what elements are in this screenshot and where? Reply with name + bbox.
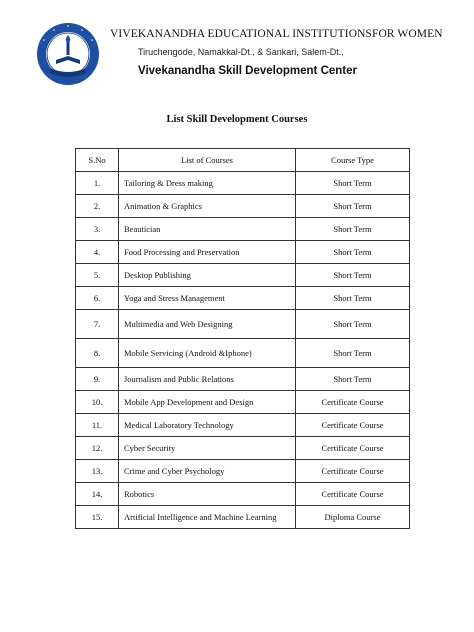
institution-name: VIVEKANANDHA EDUCATIONAL INSTITUTIONSFOR WOMEN — [110, 28, 443, 40]
cell-type: Certificate Course — [296, 460, 410, 483]
cell-course: Mobile App Development and Design — [119, 391, 296, 414]
cell-course: Yoga and Stress Management — [119, 287, 296, 310]
table-row — [76, 506, 410, 529]
table-row — [76, 483, 410, 506]
table-row — [76, 339, 410, 368]
table-row — [76, 218, 410, 241]
cell-sno: 9. — [76, 368, 119, 391]
table-row — [76, 287, 410, 310]
cell-type: Short Term — [296, 172, 410, 195]
cell-course: Animation & Graphics — [119, 195, 296, 218]
cell-sno: 7. — [76, 310, 119, 339]
cell-course: Mobile Servicing (Android &Iphone) — [119, 339, 296, 368]
cell-type: Short Term — [296, 339, 410, 368]
cell-type: Short Term — [296, 368, 410, 391]
table-row — [76, 460, 410, 483]
table-row — [76, 437, 410, 460]
cell-type: Short Term — [296, 195, 410, 218]
cell-type: Short Term — [296, 218, 410, 241]
column-header-sno: S.No — [76, 149, 119, 172]
cell-course: Artificial Intelligence and Machine Learning — [119, 506, 296, 529]
table-row — [76, 391, 410, 414]
table-header-row — [76, 149, 410, 172]
cell-sno: 13. — [76, 460, 119, 483]
cell-type: Certificate Course — [296, 414, 410, 437]
cell-course: Tailoring & Dress making — [119, 172, 296, 195]
cell-course: Food Processing and Preservation — [119, 241, 296, 264]
cell-type: Diploma Course — [296, 506, 410, 529]
table-row — [76, 414, 410, 437]
cell-type: Short Term — [296, 287, 410, 310]
cell-course: Desktop Publishing — [119, 264, 296, 287]
cell-sno: 6. — [76, 287, 119, 310]
cell-sno: 12. — [76, 437, 119, 460]
cell-sno: 4. — [76, 241, 119, 264]
cell-course: Journalism and Public Relations — [119, 368, 296, 391]
page-title: List Skill Development Courses — [166, 114, 308, 125]
cell-course: Robotics — [119, 483, 296, 506]
cell-sno: 10. — [76, 391, 119, 414]
cell-type: Certificate Course — [296, 483, 410, 506]
center-name: Vivekanandha Skill Development Center — [138, 65, 358, 77]
table-row — [76, 310, 410, 339]
cell-course: Cyber Security — [119, 437, 296, 460]
cell-type: Short Term — [296, 241, 410, 264]
cell-course: Crime and Cyber Psychology — [119, 460, 296, 483]
cell-type: Short Term — [296, 264, 410, 287]
table-row — [76, 172, 410, 195]
table-row — [76, 368, 410, 391]
cell-course: Medical Laboratory Technology — [119, 414, 296, 437]
table-row — [76, 241, 410, 264]
cell-sno: 14. — [76, 483, 119, 506]
cell-type: Certificate Course — [296, 391, 410, 414]
document-header — [0, 0, 474, 100]
cell-course: Multimedia and Web Designing — [119, 310, 296, 339]
cell-sno: 2. — [76, 195, 119, 218]
cell-sno: 3. — [76, 218, 119, 241]
courses-table — [75, 148, 410, 529]
institution-address: Tiruchengode, Namakkal-Dt., & Sankari, Salem-Dt., — [138, 47, 344, 57]
column-header-course: List of Courses — [119, 149, 296, 172]
cell-sno: 5. — [76, 264, 119, 287]
cell-sno: 8. — [76, 339, 119, 368]
cell-sno: 11. — [76, 414, 119, 437]
cell-course: Beautician — [119, 218, 296, 241]
cell-type: Short Term — [296, 310, 410, 339]
table-row — [76, 264, 410, 287]
cell-sno: 15. — [76, 506, 119, 529]
column-header-type: Course Type — [296, 149, 410, 172]
table-row — [76, 195, 410, 218]
institution-logo-icon — [36, 22, 100, 86]
cell-type: Certificate Course — [296, 437, 410, 460]
cell-sno: 1. — [76, 172, 119, 195]
